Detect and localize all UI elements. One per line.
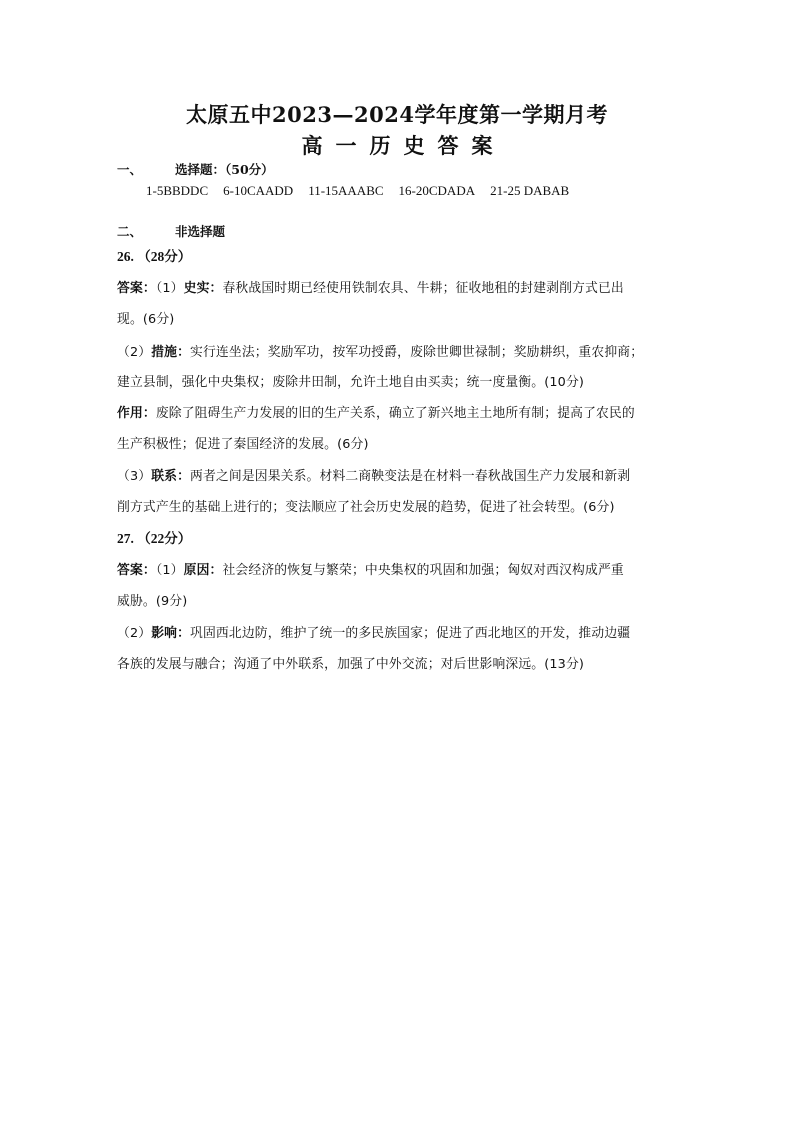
section-1-number: 一、 bbox=[117, 162, 143, 177]
part-keyword: 联系： bbox=[151, 469, 191, 484]
part-keyword: 作用： bbox=[117, 406, 156, 421]
answer-group: 6-10CAADD bbox=[223, 183, 294, 198]
q26-part3-line2: 生产积极性；促进了秦国经济的发展。(6分) bbox=[117, 437, 369, 452]
part-number: （2） bbox=[117, 345, 152, 360]
q26-part2-line1 bbox=[117, 344, 687, 362]
part-text: 实行连坐法；奖励军功，按军功授爵，废除世卿世禄制；奖励耕织，重农抑商； bbox=[190, 345, 644, 360]
multiple-choice-answers bbox=[146, 182, 716, 200]
part-text: 巩固西北边防，维护了统一的多民族国家；促进了西北地区的开发，推动边疆 bbox=[190, 626, 631, 641]
part-text: 废除了阻碍生产力发展的旧的生产关系，确立了新兴地主土地所有制；提高了农民的 bbox=[155, 406, 635, 421]
part-number: （1） bbox=[155, 563, 184, 578]
part-keyword: 措施： bbox=[151, 345, 191, 360]
part-text: 春秋战国时期已经使用铁制农具、牛耕；征收地租的封建剥削方式已出 bbox=[222, 281, 624, 296]
q26-part4-line2: 削方式产生的基础上进行的；变法顺应了社会历史发展的趋势，促进了社会转型。(6分) bbox=[117, 500, 615, 515]
q26-part2-line2: 建立县制，强化中央集权；废除井田制，允许土地自由买卖；统一度量衡。(10分) bbox=[117, 375, 585, 390]
q26-part1-line2: 现。(6分) bbox=[117, 312, 175, 327]
q26-part3-line1 bbox=[117, 405, 687, 423]
section-2-heading bbox=[117, 223, 687, 241]
part-keyword: 影响： bbox=[151, 626, 191, 641]
section-1-title: 选择题：（50分） bbox=[175, 162, 274, 177]
section-1-heading bbox=[117, 161, 687, 179]
q26-part1-line1 bbox=[117, 280, 687, 298]
question-27-heading: 27. （22分） bbox=[117, 531, 192, 546]
page-subtitle: 高一历史答案 bbox=[301, 133, 506, 158]
part-keyword: 史实： bbox=[183, 281, 223, 296]
section-2-title: 非选择题 bbox=[175, 224, 226, 239]
answer-group: 21-25 DABAB bbox=[490, 183, 570, 198]
section-2-number: 二、 bbox=[117, 224, 143, 239]
answer-label: 答案： bbox=[117, 281, 156, 296]
q27-part2-line1 bbox=[117, 625, 687, 643]
part-keyword: 原因： bbox=[183, 563, 223, 578]
q27-part1-line2: 威胁。(9分) bbox=[117, 594, 188, 609]
answer-group: 1-5BBDDC bbox=[146, 183, 209, 198]
q26-part4-line1 bbox=[117, 468, 687, 486]
q27-part1-line1 bbox=[117, 562, 687, 580]
answer-group: 16-20CDADA bbox=[398, 183, 476, 198]
part-text: 社会经济的恢复与繁荣；中央集权的巩固和加强；匈奴对西汉构成严重 bbox=[222, 563, 624, 578]
answer-label: 答案： bbox=[117, 563, 156, 578]
question-26-heading: 26. （28分） bbox=[117, 249, 192, 264]
page-title: 太原五中2023—2024学年度第一学期月考 bbox=[186, 102, 608, 127]
part-number: （3） bbox=[117, 469, 152, 484]
answer-group: 11-15AAABC bbox=[308, 183, 384, 198]
part-text: 两者之间是因果关系。材料二商鞅变法是在材料一春秋战国生产力发展和新剥 bbox=[190, 469, 631, 484]
part-number: （2） bbox=[117, 626, 152, 641]
part-number: （1） bbox=[155, 281, 184, 296]
q27-part2-line2: 各族的发展与融合；沟通了中外联系，加强了中外交流；对后世影响深远。(13分) bbox=[117, 657, 585, 672]
